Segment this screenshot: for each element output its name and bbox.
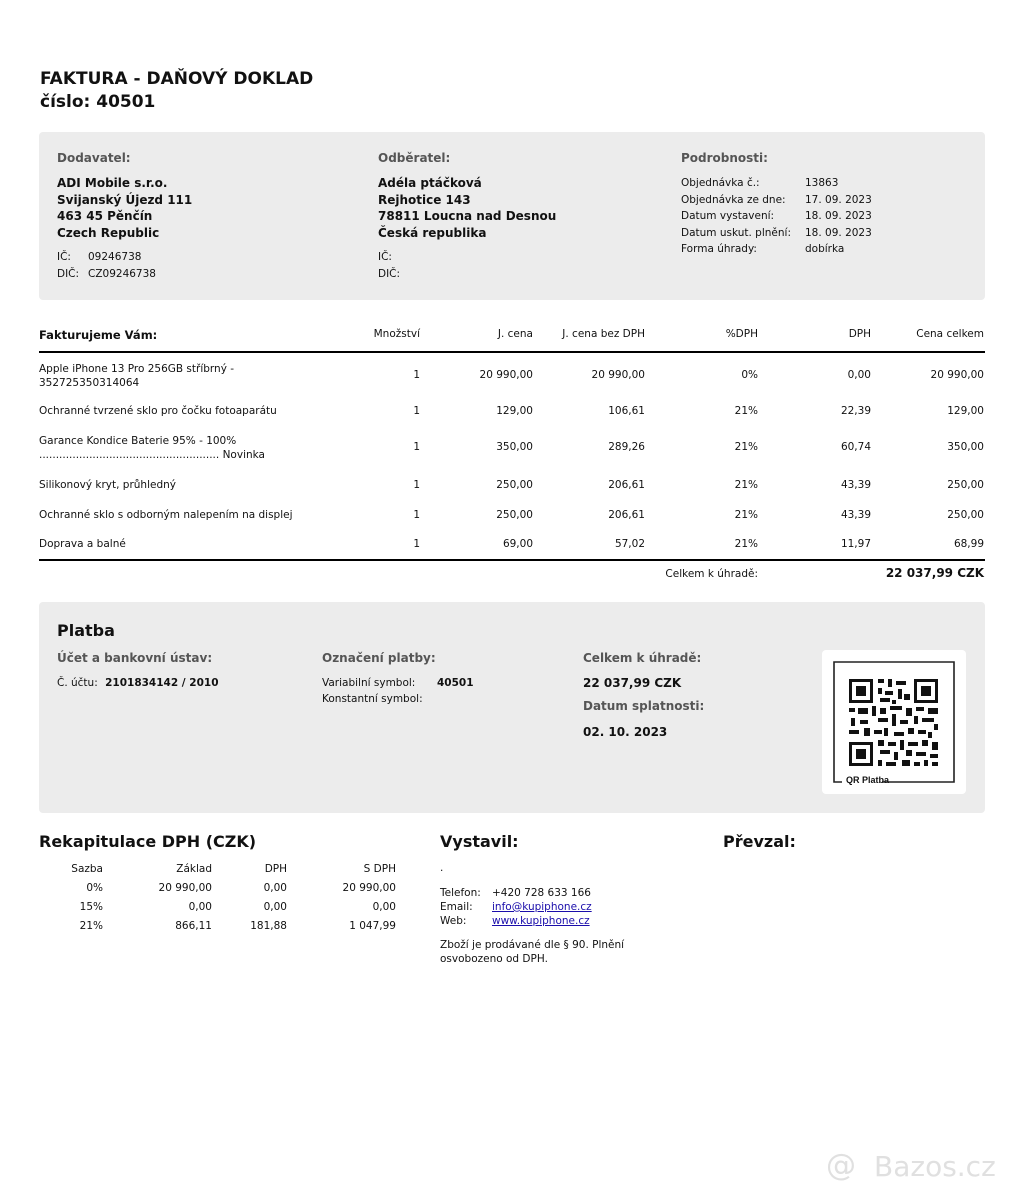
web-link[interactable]: www.kupiphone.cz <box>492 915 590 927</box>
customer-street: Rejhotice 143 <box>378 192 471 207</box>
item-price-net: 289,26 <box>608 441 645 453</box>
item-vat-rate: 21% <box>734 405 758 417</box>
item-name: Doprava a balné <box>39 538 126 550</box>
due-date-heading: Datum splatnosti: <box>583 699 705 713</box>
account-label: Č. účtu: <box>57 677 98 689</box>
item-vat-rate: 21% <box>734 441 758 453</box>
invoice-number: číslo: 40501 <box>40 92 156 112</box>
invoice-title <box>40 68 313 114</box>
item-price: 20 990,00 <box>479 369 533 381</box>
item-price: 250,00 <box>496 479 533 491</box>
details-row: Datum uskut. plnění: 18. 09. 2023 <box>681 226 872 239</box>
table-total-value: 22 037,99 CZK <box>885 566 984 580</box>
table-footer-divider <box>39 559 985 561</box>
supplier-section <box>57 151 192 282</box>
customer-country: Česká republika <box>378 225 487 240</box>
item-price: 129,00 <box>496 405 533 417</box>
item-name: Ochranné tvrzené sklo pro čočku fotoaparátu <box>39 405 277 417</box>
item-name: Silikonový kryt, průhledný <box>39 479 176 491</box>
email-label: Email: <box>440 901 473 913</box>
vat-header-rate: Sazba <box>71 863 103 875</box>
item-price: 250,00 <box>496 509 533 521</box>
item-price-net: 106,61 <box>608 405 645 417</box>
table-header-item: Fakturujeme Vám: <box>39 328 158 342</box>
phone-value: +420 728 633 166 <box>492 887 591 899</box>
vs-line <box>322 677 474 689</box>
due-total-value: 22 037,99 CZK <box>583 676 682 690</box>
item-vat: 11,97 <box>840 538 871 550</box>
bazos-logo-icon: @ <box>826 1148 856 1183</box>
supplier-ic-value: 09246738 <box>88 251 142 263</box>
supplier-street: Svijanský Újezd 111 <box>57 192 193 207</box>
qr-code-icon <box>822 650 966 794</box>
table-total-label: Celkem k úhradě: <box>665 568 758 580</box>
table-header-price-net: J. cena bez DPH <box>562 328 645 340</box>
bazos-watermark <box>826 1146 1016 1190</box>
details-section <box>681 151 872 258</box>
item-qty: 1 <box>413 538 420 550</box>
supplier-dic-label: DIČ: <box>57 267 80 280</box>
details-row: Datum vystavení: 18. 09. 2023 <box>681 210 872 222</box>
due-date-value: 02. 10. 2023 <box>583 725 668 739</box>
issuer-heading: Vystavil: <box>440 832 519 851</box>
issuer-contacts <box>440 886 592 928</box>
supplier-dic-value: CZ09246738 <box>88 267 156 280</box>
supplier-country: Czech Republic <box>57 225 160 240</box>
item-name-extra: 352725350314064 <box>39 377 140 389</box>
web-label: Web: <box>440 915 467 927</box>
vs-value: 40501 <box>437 677 474 689</box>
vat-exemption-note: Zboží je prodávané dle § 90. Plnění osvobozeno od DPH. <box>440 939 625 965</box>
item-vat: 22,39 <box>840 405 871 417</box>
item-total: 250,00 <box>947 479 984 491</box>
item-vat-rate: 21% <box>734 509 758 521</box>
vat-header-base: Základ <box>176 863 212 875</box>
item-vat: 60,74 <box>840 441 871 453</box>
account-heading: Účet a bankovní ústav: <box>57 651 213 665</box>
item-vat-rate: 21% <box>734 479 758 491</box>
watermark-text: Bazos.cz <box>874 1150 996 1183</box>
table-header-price: J. cena <box>497 328 533 340</box>
phone-label: Telefon: <box>440 887 481 899</box>
item-qty: 1 <box>413 405 420 417</box>
account-value: 2101834142 / 2010 <box>105 677 219 689</box>
item-price: 69,00 <box>502 538 533 550</box>
item-price-net: 206,61 <box>608 509 645 521</box>
item-total: 250,00 <box>947 509 984 521</box>
item-price-net: 57,02 <box>614 538 645 550</box>
item-name: Apple iPhone 13 Pro 256GB stříbrný - <box>39 363 235 375</box>
supplier-city: 463 45 Pěnčín <box>57 209 153 223</box>
payment-heading: Platba <box>57 621 115 640</box>
item-price-net: 20 990,00 <box>591 369 645 381</box>
customer-dic-label: DIČ: <box>378 267 401 280</box>
vs-label: Variabilní symbol: <box>322 677 416 689</box>
item-vat: 43,39 <box>840 479 871 491</box>
item-total: 350,00 <box>947 441 984 453</box>
customer-section <box>378 151 556 282</box>
details-row: Objednávka č.: 13863 <box>681 177 839 189</box>
item-total: 20 990,00 <box>930 369 984 381</box>
item-vat: 43,39 <box>840 509 871 521</box>
marking-heading: Označení platby: <box>322 651 436 665</box>
customer-city: 78811 Loucna nad Desnou <box>378 209 557 223</box>
due-total-heading: Celkem k úhradě: <box>583 651 702 665</box>
receiver-heading: Převzal: <box>723 832 796 851</box>
details-row: Objednávka ze dne: 17. 09. 2023 <box>681 193 872 206</box>
item-qty: 1 <box>413 369 420 381</box>
table-header-total: Cena celkem <box>916 328 984 340</box>
supplier-name: ADI Mobile s.r.o. <box>57 176 168 190</box>
item-total: 68,99 <box>953 538 984 550</box>
table-header-divider <box>39 351 985 353</box>
item-price: 350,00 <box>496 441 533 453</box>
invoice-title-text: FAKTURA - DAŇOVÝ DOKLAD <box>40 69 314 89</box>
table-header-vat-rate: %DPH <box>725 328 758 340</box>
qr-label: QR Platba <box>846 775 890 785</box>
item-qty: 1 <box>413 509 420 521</box>
ks-label: Konstantní symbol: <box>322 693 423 705</box>
customer-heading: Odběratel: <box>378 151 451 165</box>
customer-ic-label: IČ: <box>378 251 392 263</box>
item-qty: 1 <box>413 479 420 491</box>
supplier-heading: Dodavatel: <box>57 151 131 165</box>
supplier-ic-label: IČ: <box>57 251 71 263</box>
item-vat: 0,00 <box>847 369 871 381</box>
item-name: Ochranné sklo s odborným nalepením na displej <box>39 509 293 521</box>
account-line <box>57 677 219 689</box>
vat-header-total: S DPH <box>363 863 396 875</box>
item-qty: 1 <box>413 441 420 453</box>
table-header-vat: DPH <box>848 328 871 340</box>
email-link[interactable]: info@kupiphone.cz <box>492 901 592 913</box>
table-header-qty: Množství <box>373 328 420 340</box>
details-heading: Podrobnosti: <box>681 151 768 165</box>
item-vat-rate: 21% <box>734 538 758 550</box>
item-total: 129,00 <box>947 405 984 417</box>
item-name-extra: ...................................................... Novinka <box>39 449 265 461</box>
item-price-net: 206,61 <box>608 479 645 491</box>
item-name: Garance Kondice Baterie 95% - 100% <box>39 435 237 447</box>
vat-summary-heading: Rekapitulace DPH (CZK) <box>39 832 257 851</box>
item-vat-rate: 0% <box>741 369 758 381</box>
vat-header-vat: DPH <box>264 863 287 875</box>
details-row: Forma úhrady: dobírka <box>681 243 845 255</box>
customer-name: Adéla ptáčková <box>378 176 482 190</box>
qr-card <box>822 650 966 794</box>
issuer-name-placeholder: . <box>440 862 444 874</box>
